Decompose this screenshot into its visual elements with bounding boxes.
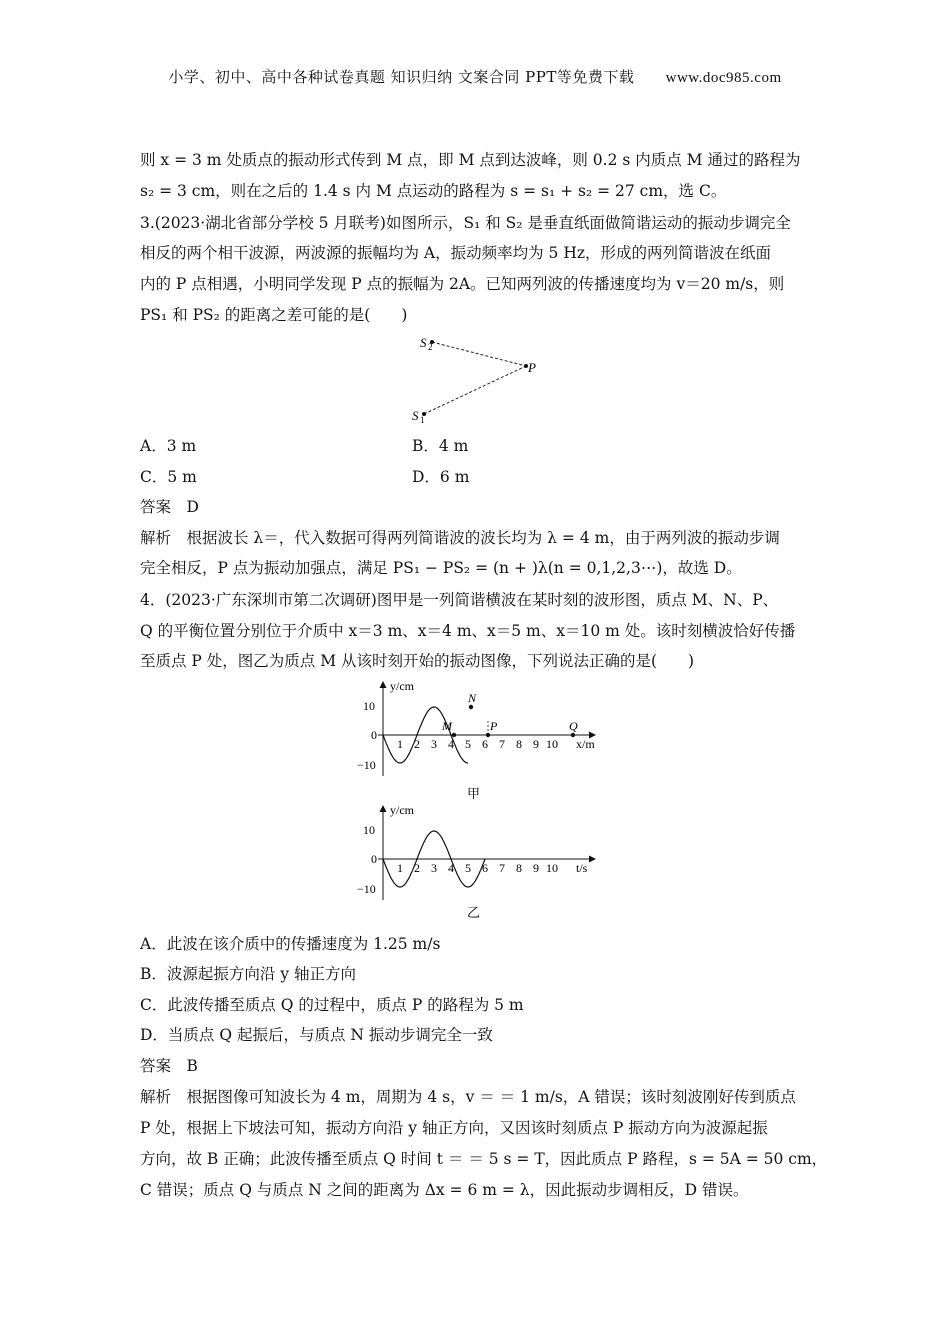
fig1-xtick-8: 8 — [516, 737, 522, 751]
jia-ylabel: y/cm — [390, 679, 414, 693]
q4-explanation-1: 解析 根据图像可知波长为 4 m，周期为 4 s，v ＝ ＝ 1 m/s，A 错误；该时刻波刚好传到质点 — [140, 1088, 796, 1106]
jia-label-n: N — [468, 691, 477, 705]
prev-line-1: 则 x = 3 m 处质点的振动形式传到 M 点，即 M 点到达波峰，则 0.2 s 内质点 M 通过的路程为 — [140, 151, 801, 169]
jia-ytick-10: 10 — [363, 699, 375, 713]
q3-option-a: A．3 m — [140, 437, 197, 455]
s1-p-line — [424, 366, 526, 414]
q4-option-b: B．波源起振方向沿 y 轴正方向 — [140, 965, 357, 983]
jia-point-n — [469, 705, 473, 709]
yi-ylabel: y/cm — [390, 803, 414, 817]
fig1-xtick-7: 7 — [499, 737, 505, 751]
jia-point-p — [486, 733, 490, 737]
q4-answer: 答案 B — [140, 1057, 198, 1075]
jia-point-m — [452, 733, 456, 737]
fig1-xtick-5: 5 — [465, 737, 471, 751]
q4-explanation-2: P 处，根据上下坡法可知，振动方向沿 y 轴正方向，又因该时刻质点 P 振动方向为波源起振 — [140, 1119, 768, 1137]
q3-answer: 答案 D — [140, 498, 199, 516]
s2-p-line — [432, 342, 526, 366]
q3-option-d: D．6 m — [412, 468, 470, 486]
jia-x-ticks — [397, 737, 558, 751]
q4-option-d: D．当质点 Q 起振后，与质点 N 振动步调完全一致 — [140, 1026, 493, 1044]
fig2-xtick-1: 1 — [397, 861, 403, 875]
header-text: 小学、初中、高中各种试卷真题 知识归纳 文案合同 PPT等免费下载 — [168, 68, 635, 86]
q4-stem-line-2: Q 的平衡位置分别位于介质中 x＝3 m、x＝4 m、x＝5 m、x＝10 m 处。该时刻横波恰好传播 — [140, 622, 796, 640]
jia-label-q: Q — [569, 719, 578, 733]
q3-stem-line-1: 3.(2023·湖北省部分学校 5 月联考)如图所示，S₁ 和 S₂ 是垂直纸面做简谐运动的振动步调完全 — [140, 214, 791, 232]
p-label: P — [528, 360, 536, 375]
q4-figure-yi — [350, 800, 610, 925]
q3-option-b: B．4 m — [412, 437, 469, 455]
jia-point-q — [571, 733, 575, 737]
fig1-xtick-9: 9 — [533, 737, 539, 751]
q3-stem-line-2: 相反的两个相干波源，两波源的振幅均为 A，振动频率均为 5 Hz，形成的两列简谐波在纸面 — [140, 244, 772, 262]
q4-explanation-3: 方向，故 B 正确；此波传播至质点 Q 时间 t ＝ ＝ 5 s = T，因此质点 P 路程，s = 5A = 50 cm， — [140, 1150, 828, 1168]
q3-option-c: C．5 m — [140, 468, 197, 486]
yi-ytick-neg10: −10 — [357, 882, 376, 896]
q4-option-a: A．此波在该介质中的传播速度为 1.25 m/s — [140, 935, 441, 953]
jia-label-p: P — [490, 719, 498, 733]
prev-line-2: s₂ = 3 cm，则在之后的 1.4 s 内 M 点运动的路程为 s = s₁ + s₂ = 27 cm，选 C。 — [140, 182, 727, 200]
fig2-xtick-7: 7 — [499, 861, 505, 875]
yi-ytick-10: 10 — [363, 823, 375, 837]
s1-label: S — [412, 408, 419, 423]
jia-ytick-0: 0 — [371, 728, 377, 742]
q3-explanation-2: 完全相反，P 点为振动加强点，满足 PS₁ − PS₂ = (n + )λ(n = 0,1,2,3⋯)，故选 D。 — [140, 559, 742, 577]
fig2-xtick-3: 3 — [431, 861, 437, 875]
fig1-xtick-6: 6 — [482, 737, 488, 751]
q4-option-c: C．此波传播至质点 Q 的过程中，质点 P 的路程为 5 m — [140, 996, 524, 1014]
fig1-xtick-4: 4 — [448, 737, 454, 751]
jia-label-m: M — [442, 719, 452, 733]
jia-ytick-neg10: −10 — [357, 758, 376, 772]
header-site: www.doc985.com — [665, 70, 782, 86]
fig2-xtick-9: 9 — [533, 861, 539, 875]
fig2-xtick-10: 10 — [546, 861, 558, 875]
jia-xlabel: x/m — [576, 737, 595, 751]
fig1-xtick-3: 3 — [431, 737, 437, 751]
s1-sub: 1 — [420, 415, 425, 425]
fig2-xtick-5: 5 — [465, 861, 471, 875]
q3-stem-line-3: 内的 P 点相遇，小明同学发现 P 点的振幅为 2A。已知两列波的传播速度均为 v＝20 m/s，则 — [140, 275, 785, 293]
fig2-xtick-8: 8 — [516, 861, 522, 875]
fig2-xtick-4: 4 — [448, 861, 454, 875]
s2-label: S — [420, 335, 427, 350]
fig1-xtick-10: 10 — [546, 737, 558, 751]
fig1-xtick-1: 1 — [397, 737, 403, 751]
s2-sub: 2 — [428, 342, 433, 352]
fig2-xtick-6: 6 — [482, 861, 488, 875]
q3-stem-line-4: PS₁ 和 PS₂ 的距离之差可能的是( ) — [140, 306, 408, 324]
page-header — [0, 66, 950, 87]
q3-source-diagram — [400, 328, 560, 432]
fig2-xtick-2: 2 — [414, 861, 420, 875]
q4-stem-line-1: 4．(2023·广东深圳市第二次调研)图甲是一列简谐横波在某时刻的波形图，质点 M、N、P、 — [140, 591, 779, 609]
jia-caption: 甲 — [467, 786, 481, 801]
q3-explanation-1: 解析 根据波长 λ＝，代入数据可得两列简谐波的波长均为 λ = 4 m，由于两列波的振动步调 — [140, 529, 780, 547]
fig1-xtick-2: 2 — [414, 737, 420, 751]
q4-explanation-4: C 错误；质点 Q 与质点 N 之间的距离为 Δx = 6 m = λ，因此振动步调相反，D 错误。 — [140, 1181, 749, 1199]
yi-caption: 乙 — [467, 905, 481, 920]
yi-xlabel: t/s — [576, 861, 588, 875]
q4-figure-jia — [350, 676, 610, 806]
q4-stem-line-3: 至质点 P 处，图乙为质点 M 从该时刻开始的振动图像，下列说法正确的是( ) — [140, 652, 695, 670]
yi-ytick-0: 0 — [371, 852, 377, 866]
yi-x-ticks — [397, 861, 558, 875]
